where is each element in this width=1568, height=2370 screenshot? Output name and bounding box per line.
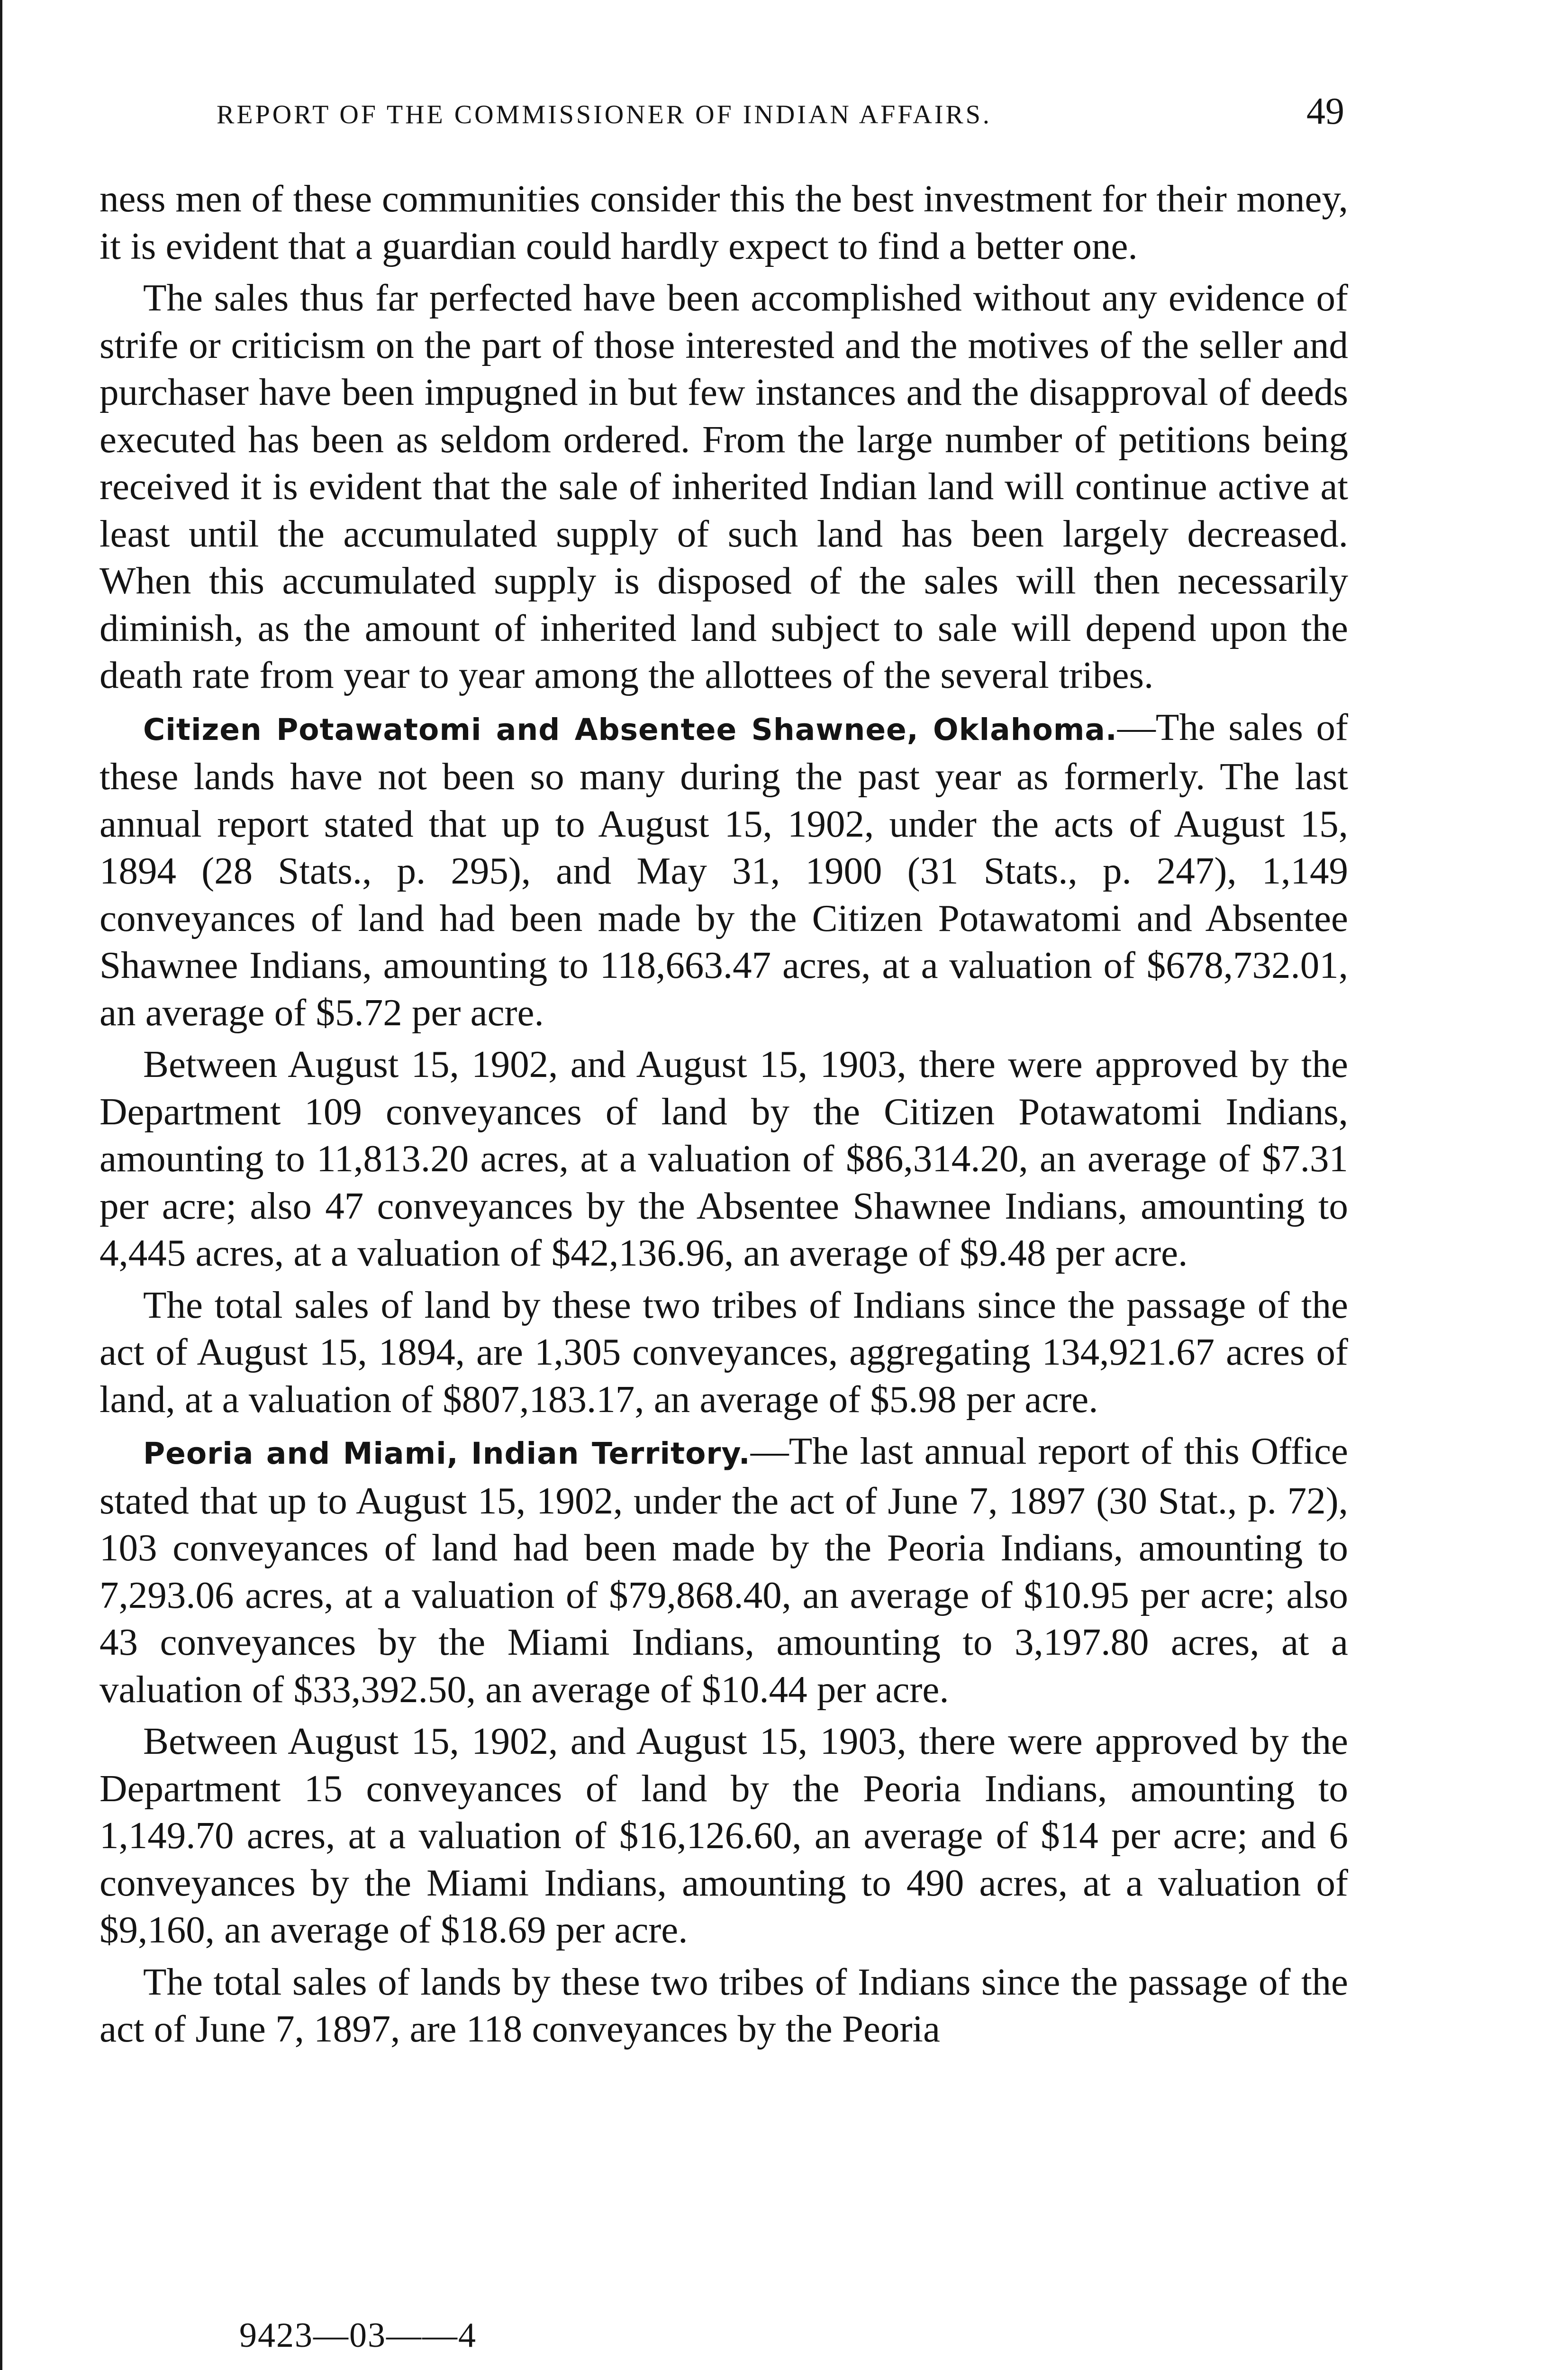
paragraph-text: —The sales of these lands have not been so many during the past year as formerly. The last annual report stated that up to August 15, 1902, under the acts of August 15, 1894 (28 Stats., p. 295), and May 31, 1900 (31 Stats., p. 247), 1,149 conveyances of land had been made by the Citizen Potawatomi and Absentee Shawnee Indians, amounting to 118,663.47 acres, at a valuation of $678,732.01, an average of $5.72 per acre. (100, 705, 1349, 1034)
paragraph-text: The total sales of lands by these two tribes of Indians since the passage of the act of June 7, 1897, are 118 conveyances by the Peoria (100, 1960, 1348, 2050)
paragraph-text: ness men of these communities consider this the best investment for their money, it is evident that a guardian could hardly expect to find a better one. (100, 177, 1348, 267)
running-head: REPORT OF THE COMMISSIONER OF INDIAN AFFAIRS. (217, 100, 992, 129)
paragraph-peoria-totals (100, 1959, 1348, 2053)
paragraph-potawatomi-totals (100, 1282, 1348, 1423)
paragraph-text: The sales thus far perfected have been accomplished without any evidence of strife or criticism on the part of those interested and the motives of the seller and purchaser have been impugned in but few instances and the disapproval of deeds executed has been as seldom ordered. From the large number of petitions being received it is evident that the sale of inherited Indian land will continue active at least until the accumulated supply of such land has been largely decreased. When this accumulated supply is disposed of the sales will then necessarily diminish, as the amount of inherited land subject to sale will depend upon the death rate from year to year among the allottees of the several tribes. (100, 276, 1348, 696)
paragraph-sales-perfected (100, 274, 1348, 699)
section-lead-peoria-miami: Peoria and Miami, Indian Territory. (143, 1436, 751, 1471)
paragraph-peoria-approvals (100, 1718, 1348, 1954)
paragraph-text: —The last annual report of this Office stated that up to August 15, 1902, under the act of June 7, 1897 (30 Stat., p. 72), 103 conveyances of land had been made by the Peoria Indians, amounting to 7,293.06 acres, at a valuation of $79,868.40, an average of $10.95 per acre; also 43 conveyances by the Miami Indians, amounting to 3,197.80 acres, at a valuation of $33,392.50, an average of $10.44 per acre. (100, 1430, 1348, 1711)
paragraph-potawatomi-approvals (100, 1041, 1348, 1277)
page-number: 49 (1306, 91, 1344, 132)
printer-signature-mark: 9423—03——4 (239, 2316, 477, 2355)
paragraph-text: Between August 15, 1902, and August 15, 1903, there were approved by the Department 109 conveyances of land by the Citizen Potawatomi Indians, amounting to 11,813.20 acres, at a valuation of $86,314.20, an average of $7.31 per acre; also 47 conveyances by the Absentee Shawnee Indians, amounting to 4,445 acres, at a valuation of $42,136.96, an average of $9.48 per acre. (100, 1043, 1348, 1274)
paragraph-peoria-miami (100, 1428, 1348, 1713)
paragraph-potawatomi-shawnee (100, 704, 1348, 1037)
section-lead-potawatomi-shawnee: Citizen Potawatomi and Absentee Shawnee, Oklahoma. (143, 712, 1117, 747)
page-header (217, 90, 1344, 142)
paragraph-continuation (100, 175, 1348, 270)
scan-edge-left (0, 0, 2, 2370)
paragraph-text: The total sales of land by these two tribes of Indians since the passage of the act of August 15, 1894, are 1,305 conveyances, aggregating 134,921.67 acres of land, at a valuation of $807,183.17, an average of $5.98 per acre. (100, 1283, 1348, 1421)
body-text (100, 175, 1348, 2053)
paragraph-text: Between August 15, 1902, and August 15, 1903, there were approved by the Department 15 conveyances of land by the Peoria Indians, amounting to 1,149.70 acres, at a valuation of $16,126.60, an average of $14 per acre; and 6 conveyances by the Miami Indians, amounting to 490 acres, at a valuation of $9,160, an average of $18.69 per acre. (100, 1720, 1348, 1951)
